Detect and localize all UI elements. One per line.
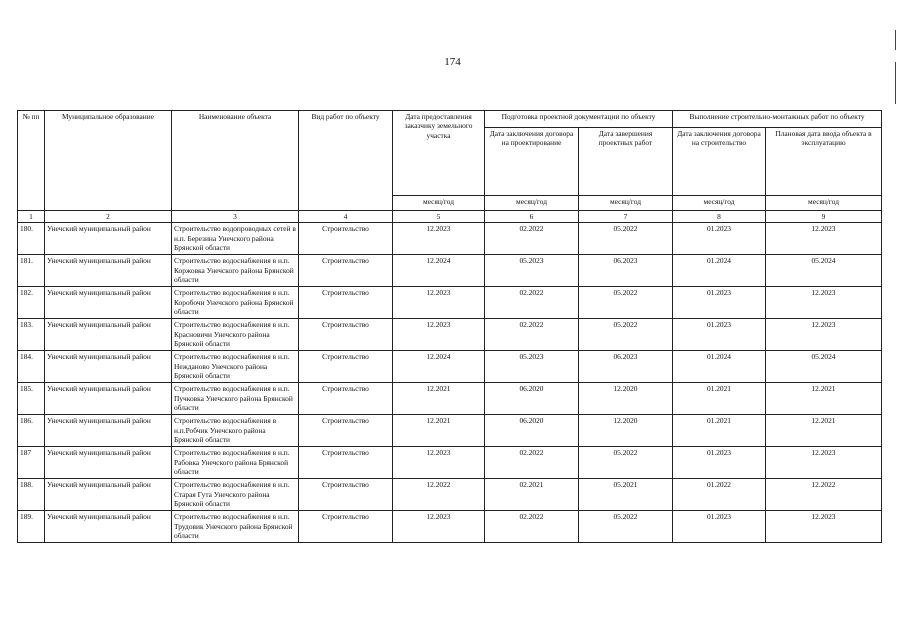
- design-finish-date-cell: 12.2020: [579, 415, 673, 447]
- row-number: 187: [18, 447, 45, 479]
- page-number: 174: [444, 56, 461, 68]
- design-contract-date-cell: 02.2022: [485, 287, 579, 319]
- design-contract-date-cell: 02.2022: [485, 511, 579, 543]
- row-number: 185.: [18, 383, 45, 415]
- planned-commission-date-cell: 12.2023: [766, 447, 882, 479]
- table-row: [18, 255, 882, 287]
- work-type-cell: Строительство: [299, 479, 393, 511]
- design-finish-date-cell: 05.2022: [579, 511, 673, 543]
- column-number: 7: [579, 211, 673, 223]
- row-number: 182.: [18, 287, 45, 319]
- header-build-plan: Плановая дата ввода объекта в эксплуатацию: [766, 128, 882, 196]
- design-contract-date-cell: 02.2022: [485, 223, 579, 255]
- object-name-cell: Строительство водоснабжения в н.п. Нежданово Унечского района Брянской области: [172, 351, 299, 383]
- scan-edge-mark: [895, 30, 896, 50]
- header-municipality: Муниципальное образование: [45, 111, 172, 211]
- column-number: 6: [485, 211, 579, 223]
- municipality-cell: Унечский муниципальный район: [45, 383, 172, 415]
- municipality-cell: Унечский муниципальный район: [45, 415, 172, 447]
- table-row: [18, 351, 882, 383]
- unit-cell: месяц/год: [485, 196, 579, 211]
- land-date-cell: 12.2023: [393, 287, 485, 319]
- build-contract-date-cell: 01.2022: [673, 479, 766, 511]
- design-contract-date-cell: 02.2022: [485, 447, 579, 479]
- row-number: 189.: [18, 511, 45, 543]
- row-number: 188.: [18, 479, 45, 511]
- work-type-cell: Строительство: [299, 287, 393, 319]
- design-finish-date-cell: 05.2022: [579, 447, 673, 479]
- work-type-cell: Строительство: [299, 511, 393, 543]
- unit-cell: месяц/год: [393, 196, 485, 211]
- header-build-contract: Дата заключения договора на строительство: [673, 128, 766, 196]
- design-finish-date-cell: 05.2022: [579, 287, 673, 319]
- build-contract-date-cell: 01.2023: [673, 319, 766, 351]
- row-number: 186.: [18, 415, 45, 447]
- column-number: 2: [45, 211, 172, 223]
- object-name-cell: Строительство водопроводных сетей в н.п. Березина Унечского района Брянской области: [172, 223, 299, 255]
- work-type-cell: Строительство: [299, 447, 393, 479]
- municipality-cell: Унечский муниципальный район: [45, 351, 172, 383]
- planned-commission-date-cell: 12.2021: [766, 383, 882, 415]
- object-name-cell: Строительство водоснабжения в н.п. Красновичи Унечского района Брянской области: [172, 319, 299, 351]
- planned-commission-date-cell: 12.2023: [766, 319, 882, 351]
- land-date-cell: 12.2021: [393, 383, 485, 415]
- planned-commission-date-cell: 05.2024: [766, 255, 882, 287]
- table-row: [18, 383, 882, 415]
- design-contract-date-cell: 06.2020: [485, 383, 579, 415]
- unit-cell: месяц/год: [673, 196, 766, 211]
- object-name-cell: Строительство водоснабжения в н.п. Старая Гута Унечского района Брянской области: [172, 479, 299, 511]
- design-contract-date-cell: 02.2022: [485, 319, 579, 351]
- planned-commission-date-cell: 12.2021: [766, 415, 882, 447]
- municipality-cell: Унечский муниципальный район: [45, 319, 172, 351]
- municipality-cell: Унечский муниципальный район: [45, 447, 172, 479]
- design-contract-date-cell: 05.2023: [485, 351, 579, 383]
- build-contract-date-cell: 01.2023: [673, 447, 766, 479]
- municipality-cell: Унечский муниципальный район: [45, 223, 172, 255]
- column-number: 1: [18, 211, 45, 223]
- land-date-cell: 12.2021: [393, 415, 485, 447]
- municipality-cell: Унечский муниципальный район: [45, 511, 172, 543]
- unit-cell: месяц/год: [579, 196, 673, 211]
- land-date-cell: 12.2023: [393, 319, 485, 351]
- design-finish-date-cell: 06.2023: [579, 351, 673, 383]
- build-contract-date-cell: 01.2021: [673, 383, 766, 415]
- row-number: 180.: [18, 223, 45, 255]
- build-contract-date-cell: 01.2023: [673, 223, 766, 255]
- table-row: [18, 447, 882, 479]
- municipality-cell: Унечский муниципальный район: [45, 287, 172, 319]
- municipality-cell: Унечский муниципальный район: [45, 255, 172, 287]
- land-date-cell: 12.2024: [393, 351, 485, 383]
- table-row: [18, 319, 882, 351]
- column-number: 8: [673, 211, 766, 223]
- design-contract-date-cell: 02.2021: [485, 479, 579, 511]
- design-finish-date-cell: 05.2021: [579, 479, 673, 511]
- land-date-cell: 12.2023: [393, 511, 485, 543]
- object-name-cell: Строительство водоснабжения в н.п. Коржовка Унечского района Брянской области: [172, 255, 299, 287]
- build-contract-date-cell: 01.2021: [673, 415, 766, 447]
- header-land-date: Дата предоставления заказчику земельного участка: [393, 111, 485, 196]
- build-contract-date-cell: 01.2024: [673, 255, 766, 287]
- table-body: [18, 223, 882, 543]
- land-date-cell: 12.2023: [393, 447, 485, 479]
- design-finish-date-cell: 05.2022: [579, 319, 673, 351]
- header-work-type: Вид работ по объекту: [299, 111, 393, 211]
- object-name-cell: Строительство водоснабжения в н.п. Пучковка Унечского района Брянской области: [172, 383, 299, 415]
- header-row-top: [18, 111, 882, 128]
- build-contract-date-cell: 01.2024: [673, 351, 766, 383]
- planned-commission-date-cell: 12.2023: [766, 223, 882, 255]
- header-design-finish: Дата завершения проектных работ: [579, 128, 673, 196]
- header-build-group: Выполнение строительно-монтажных работ по объекту: [673, 111, 882, 128]
- planned-commission-date-cell: 12.2022: [766, 479, 882, 511]
- header-design-group: Подготовка проектной документации по объекту: [485, 111, 673, 128]
- work-type-cell: Строительство: [299, 383, 393, 415]
- objects-table: [17, 110, 882, 543]
- land-date-cell: 12.2023: [393, 223, 485, 255]
- work-type-cell: Строительство: [299, 223, 393, 255]
- object-name-cell: Строительство водоснабжения в н.п. Рабовка Унечского района Брянской области: [172, 447, 299, 479]
- land-date-cell: 12.2022: [393, 479, 485, 511]
- table-row: [18, 223, 882, 255]
- design-finish-date-cell: 12.2020: [579, 383, 673, 415]
- design-contract-date-cell: 05.2023: [485, 255, 579, 287]
- planned-commission-date-cell: 12.2023: [766, 287, 882, 319]
- header-design-contract: Дата заключения договора на проектирование: [485, 128, 579, 196]
- build-contract-date-cell: 01.2023: [673, 287, 766, 319]
- work-type-cell: Строительство: [299, 415, 393, 447]
- work-type-cell: Строительство: [299, 319, 393, 351]
- column-number-row: [18, 211, 882, 223]
- municipality-cell: Унечский муниципальный район: [45, 479, 172, 511]
- column-number: 3: [172, 211, 299, 223]
- design-finish-date-cell: 06.2023: [579, 255, 673, 287]
- table-row: [18, 479, 882, 511]
- row-number: 181.: [18, 255, 45, 287]
- table-row: [18, 415, 882, 447]
- land-date-cell: 12.2024: [393, 255, 485, 287]
- scan-edge-mark: [895, 62, 896, 104]
- object-name-cell: Строительство водоснабжения в н.п.Робчик Унечского района Брянской области: [172, 415, 299, 447]
- design-contract-date-cell: 06.2020: [485, 415, 579, 447]
- column-number: 5: [393, 211, 485, 223]
- table-row: [18, 511, 882, 543]
- object-name-cell: Строительство водоснабжения в н.п. Трудовик Унечского района Брянской области: [172, 511, 299, 543]
- row-number: 184.: [18, 351, 45, 383]
- planned-commission-date-cell: 12.2023: [766, 511, 882, 543]
- planned-commission-date-cell: 05.2024: [766, 351, 882, 383]
- column-number: 4: [299, 211, 393, 223]
- row-number: 183.: [18, 319, 45, 351]
- work-type-cell: Строительство: [299, 255, 393, 287]
- design-finish-date-cell: 05.2022: [579, 223, 673, 255]
- object-name-cell: Строительство водоснабжения в н.п. Коробочи Унечского района Брянской области: [172, 287, 299, 319]
- unit-cell: месяц/год: [766, 196, 882, 211]
- build-contract-date-cell: 01.2023: [673, 511, 766, 543]
- header-object: Наименование объекта: [172, 111, 299, 211]
- column-number: 9: [766, 211, 882, 223]
- header-number: № пп: [18, 111, 45, 211]
- table-row: [18, 287, 882, 319]
- work-type-cell: Строительство: [299, 351, 393, 383]
